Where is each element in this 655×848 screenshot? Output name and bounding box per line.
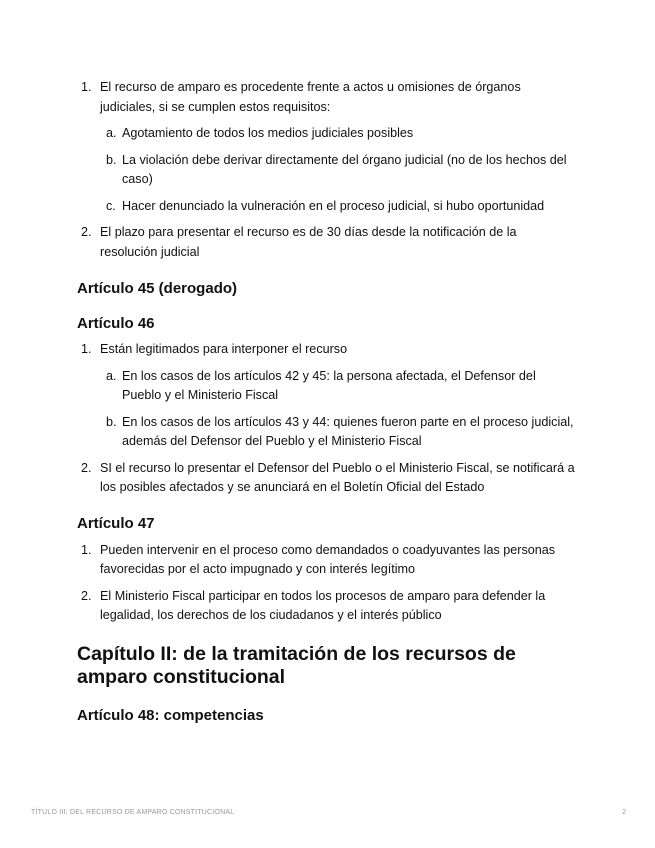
lettered-sublist	[100, 124, 577, 216]
list-marker: b.	[106, 152, 117, 167]
sublist-item	[100, 413, 577, 452]
list-item-text: Pueden intervenir en el proceso como demandados o coadyuvantes las personas favorecidas por el acto impugnado y con interés legítimo	[100, 542, 556, 576]
sublist-item-text: Agotamiento de todos los medios judiciales posibles	[122, 126, 414, 140]
list-marker: 1.	[81, 542, 92, 557]
list-marker: c.	[106, 198, 116, 213]
list-item	[77, 340, 577, 452]
list-marker: a.	[106, 126, 117, 140]
list-marker: 1.	[81, 342, 92, 356]
list-marker: 2.	[81, 460, 92, 475]
footer-page-number: 2	[622, 809, 626, 816]
list-marker: a.	[106, 368, 117, 383]
list-marker: 2.	[81, 588, 92, 603]
list-item-text: El recurso de amparo es procedente frente a actos u omisiones de órganos judiciales, si se cumplen estos requisitos:	[100, 80, 521, 114]
list-item	[77, 587, 577, 626]
heading-articulo-46: Artículo 46	[77, 315, 155, 332]
list-marker: 2.	[81, 225, 92, 239]
list-marker: b.	[106, 414, 117, 429]
numbered-list-amparo-requisitos	[77, 78, 577, 262]
list-marker: 1.	[81, 80, 92, 94]
numbered-list-intervencion	[77, 541, 577, 626]
list-item-text: Están legitimados para interponer el recurso	[100, 342, 348, 356]
heading-articulo-47: Artículo 47	[77, 514, 155, 532]
lettered-sublist	[100, 367, 577, 452]
sublist-item	[100, 367, 577, 406]
heading-articulo-48: Artículo 48: competencias	[77, 706, 264, 724]
sublist-item-text: En los casos de los artículos 43 y 44: quienes fueron parte en el proceso judicial, además del Defensor del Pueblo y el Ministerio Fiscal	[122, 414, 574, 448]
list-item	[77, 459, 577, 498]
heading-capitulo-2: Capítulo II: de la tramitación de los recursos de amparo constitucional	[77, 642, 516, 688]
sublist-item	[100, 151, 577, 190]
sublist-item	[100, 124, 577, 144]
numbered-list-legitimacion	[77, 340, 577, 498]
sublist-item-text: La violación debe derivar directamente del órgano judicial (no de los hechos del caso)	[122, 152, 567, 186]
heading-articulo-45: Artículo 45 (derogado)	[77, 280, 238, 297]
list-item	[77, 78, 577, 216]
list-item	[77, 223, 577, 262]
sublist-item	[100, 197, 577, 217]
page-content	[77, 78, 577, 726]
list-item-text: El plazo para presentar el recurso es de 30 días desde la notificación de la resolución judicial	[100, 225, 517, 259]
list-item-text: El Ministerio Fiscal participar en todos los procesos de amparo para defender la legalidad, los derechos de los ciudadanos y el interés público	[100, 588, 546, 622]
list-item-text: SI el recurso lo presentar el Defensor del Pueblo o el Ministerio Fiscal, se notificará a los posibles afectados y se anunciará en el Boletín Oficial del Estado	[100, 460, 575, 494]
list-item	[77, 541, 577, 580]
footer-section-title: TÍTULO III: DEL RECURSO DE AMPARO CONSTITUCIONAL	[31, 809, 235, 816]
sublist-item-text: Hacer denunciado la vulneración en el proceso judicial, si hubo oportunidad	[122, 198, 545, 213]
sublist-item-text: En los casos de los artículos 42 y 45: la persona afectada, el Defensor del Pueblo y el Ministerio Fiscal	[122, 368, 536, 402]
